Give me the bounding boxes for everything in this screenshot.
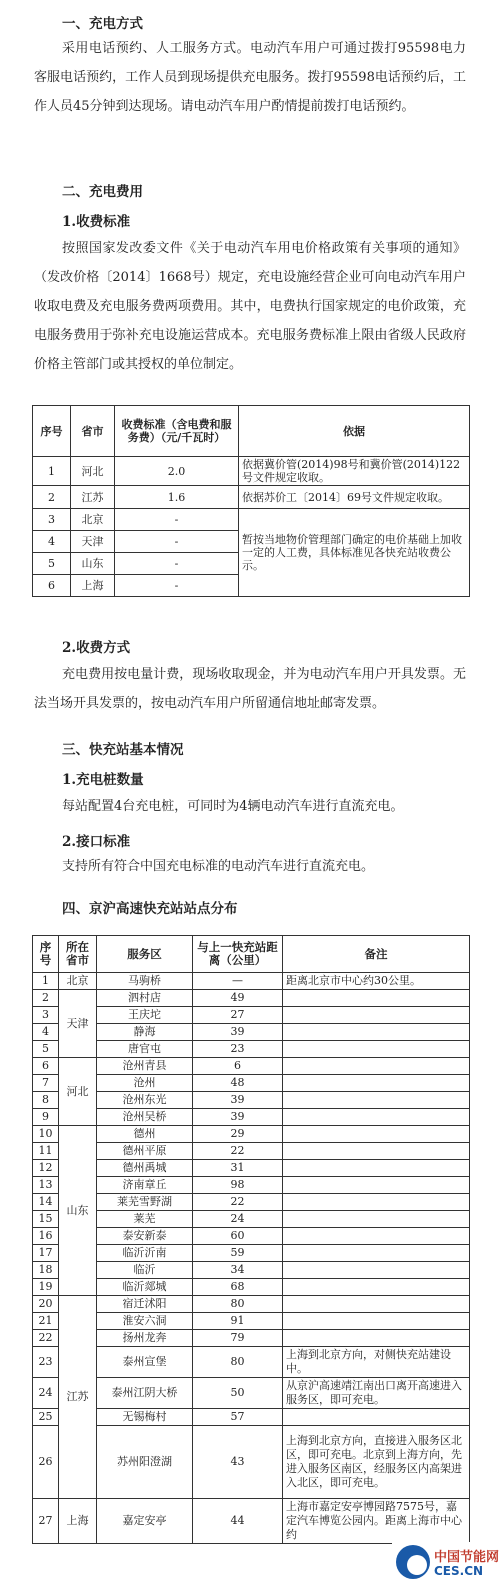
h-station-distribution: 四、京沪高速快充站站点分布 (62, 901, 238, 917)
row-note: 从京沪高速靖江南出口离开高速进入服务区，即可充电。 (283, 1378, 470, 1409)
h-fee-method: 2.收费方式 (62, 640, 131, 656)
row-distance: 31 (193, 1160, 283, 1177)
row-distance: 34 (193, 1262, 283, 1279)
table-row (33, 1160, 470, 1177)
row-no: 17 (33, 1245, 59, 1262)
row-distance: — (193, 973, 283, 990)
table-row (33, 1279, 470, 1296)
row-service-area: 泗村店 (97, 990, 193, 1007)
row-service-area: 唐官屯 (97, 1041, 193, 1058)
row-no: 6 (33, 1058, 59, 1075)
p-pile-count: 每站配置4台充电桩，可同时为4辆电动汽车进行直流充电。 (62, 799, 404, 814)
row-service-area: 静海 (97, 1024, 193, 1041)
table-row (33, 1041, 470, 1058)
row-no: 10 (33, 1126, 59, 1143)
row-no: 22 (33, 1330, 59, 1347)
row-distance: 24 (193, 1211, 283, 1228)
row-note (283, 1058, 470, 1075)
row-distance: 6 (193, 1058, 283, 1075)
row-note (283, 1007, 470, 1024)
h-fee-standard: 1.收费标准 (62, 214, 131, 230)
row-note: 距离北京市中心约30公里。 (283, 973, 470, 990)
table-row (33, 1499, 470, 1544)
h-interface: 2.接口标准 (62, 834, 131, 850)
table-row: 4 天津 - (33, 531, 470, 553)
row-no: 27 (33, 1499, 59, 1544)
row-service-area: 济南章丘 (97, 1177, 193, 1194)
row-note: 上海市嘉定安亭博园路7575号，嘉定汽车博览公园内。距离上海市中心约 (283, 1499, 470, 1544)
row-note (283, 1160, 470, 1177)
row-no: 5 (33, 1041, 59, 1058)
col-note: 备注 (283, 936, 470, 973)
row-service-area: 淮安六洞 (97, 1313, 193, 1330)
row-service-area: 临沂郯城 (97, 1279, 193, 1296)
table-row (33, 1347, 470, 1378)
row-no: 1 (33, 973, 59, 990)
row-distance: 39 (193, 1024, 283, 1041)
table-row (33, 973, 470, 990)
table-row (33, 1262, 470, 1279)
shared-basis: 暂按当地物价管理部门确定的电价基础上加收一定的人工费，具体标准见各快充站收费公示。 (239, 509, 470, 597)
table-row: 6 上海 - (33, 575, 470, 597)
fee-table (32, 405, 470, 597)
col-province: 所在省市 (59, 936, 97, 973)
row-distance: 39 (193, 1109, 283, 1126)
row-service-area: 王庆坨 (97, 1007, 193, 1024)
table-row (33, 1143, 470, 1160)
table-row (33, 1296, 470, 1313)
row-distance: 48 (193, 1075, 283, 1092)
row-no: 18 (33, 1262, 59, 1279)
p-fee-method: 充电费用按电量计费，现场收取现金，并为电动汽车用户开具发票。无法当场开具发票的，按电动汽车用户所留通信地址邮寄发票。 (34, 667, 466, 711)
row-service-area: 沧州 (97, 1075, 193, 1092)
row-distance: 80 (193, 1296, 283, 1313)
row-province: 河北 (59, 1058, 97, 1126)
row-no: 24 (33, 1378, 59, 1409)
row-note (283, 1109, 470, 1126)
row-service-area: 莱芜 (97, 1211, 193, 1228)
row-distance: 57 (193, 1409, 283, 1426)
table-row (33, 1228, 470, 1245)
row-note (283, 1245, 470, 1262)
col-service-area: 服务区 (97, 936, 193, 973)
p-charge-method: 采用电话预约、人工服务方式。电动汽车用户可通过拨打95598电力客服电话预约，工作人员到现场提供充电服务。拨打95598电话预约后，工作人员45分钟到达现场。请电动汽车用户酌情提前拨打电话预约。 (34, 41, 466, 114)
row-no: 3 (33, 1007, 59, 1024)
row-no: 19 (33, 1279, 59, 1296)
row-no: 2 (33, 990, 59, 1007)
row-service-area: 泰州江阴大桥 (97, 1378, 193, 1409)
row-note (283, 1126, 470, 1143)
row-province: 江苏 (59, 1296, 97, 1499)
row-note (283, 1279, 470, 1296)
row-no: 12 (33, 1160, 59, 1177)
table-row: 5 山东 - (33, 553, 470, 575)
p-interface: 支持所有符合中国充电标准的电动汽车进行直流充电。 (62, 859, 375, 874)
row-distance: 39 (193, 1092, 283, 1109)
table-row (33, 1075, 470, 1092)
row-distance: 80 (193, 1347, 283, 1378)
col-no: 序号 (33, 936, 59, 973)
row-no: 7 (33, 1075, 59, 1092)
row-no: 15 (33, 1211, 59, 1228)
logo-mark-icon (396, 1545, 430, 1579)
row-distance: 22 (193, 1143, 283, 1160)
row-no: 14 (33, 1194, 59, 1211)
row-note (283, 990, 470, 1007)
p-fee-standard: 按照国家发改委文件《关于电动汽车用电价格政策有关事项的通知》（发改价格〔2014〕1668号）规定，充电设施经营企业可向电动汽车用户收取电费及充电服务费两项费用。其中，电费执行国家规定的电价政策，充电服务费用于弥补充电设施运营成本。充电服务费标准上限由省级人民政府价格主管部门或其授权的单位制定。 (34, 241, 466, 372)
row-distance: 68 (193, 1279, 283, 1296)
row-no: 25 (33, 1409, 59, 1426)
row-service-area: 临沂沂南 (97, 1245, 193, 1262)
row-note (283, 1262, 470, 1279)
h-station-info: 三、快充站基本情况 (62, 742, 184, 758)
table-row (33, 1194, 470, 1211)
row-note (283, 1177, 470, 1194)
row-distance: 22 (193, 1194, 283, 1211)
row-note (283, 1092, 470, 1109)
col-province: 省市 (71, 406, 115, 457)
row-note (283, 1143, 470, 1160)
row-service-area: 沧州吴桥 (97, 1109, 193, 1126)
row-no: 4 (33, 1024, 59, 1041)
row-service-area: 沧州东光 (97, 1092, 193, 1109)
table-row (33, 1007, 470, 1024)
row-no: 9 (33, 1109, 59, 1126)
table-row (33, 1109, 470, 1126)
row-service-area: 德州 (97, 1126, 193, 1143)
row-no: 20 (33, 1296, 59, 1313)
row-service-area: 无锡梅村 (97, 1409, 193, 1426)
row-province: 山东 (59, 1126, 97, 1296)
site-logo: 中国节能网 CES.CN (392, 1542, 500, 1585)
h-charge-fee: 二、充电费用 (62, 184, 143, 200)
h-charge-method: 一、充电方式 (62, 16, 143, 32)
row-distance: 27 (193, 1007, 283, 1024)
table-row: 2 江苏 1.6 依据苏价工〔2014〕69号文件规定收取。 (33, 486, 470, 509)
table-row (33, 990, 470, 1007)
row-note (283, 1041, 470, 1058)
table-row (33, 1126, 470, 1143)
row-province: 天津 (59, 990, 97, 1058)
row-distance: 23 (193, 1041, 283, 1058)
row-distance: 44 (193, 1499, 283, 1544)
row-distance: 60 (193, 1228, 283, 1245)
row-service-area: 马驹桥 (97, 973, 193, 990)
table-row (33, 1378, 470, 1409)
col-fee: 收费标准（含电费和服务费）（元/千瓦时） (115, 406, 239, 457)
row-no: 23 (33, 1347, 59, 1378)
row-note (283, 1313, 470, 1330)
table-row: 1 河北 2.0 依据冀价管(2014)98号和冀价管(2014)122号文件规定收取。 (33, 457, 470, 486)
row-service-area: 宿迁沭阳 (97, 1296, 193, 1313)
row-note: 上海到北京方向，直接进入服务区北区，即可充电。北京到上海方向，先进入服务区南区，经服务区内高架进入北区，即可充电。 (283, 1426, 470, 1499)
row-distance: 79 (193, 1330, 283, 1347)
row-service-area: 嘉定安亭 (97, 1499, 193, 1544)
row-note (283, 1296, 470, 1313)
row-service-area: 莱芜雪野湖 (97, 1194, 193, 1211)
row-note: 上海到北京方向，对侧快充站建设中。 (283, 1347, 470, 1378)
row-service-area: 德州平原 (97, 1143, 193, 1160)
row-service-area: 临沂 (97, 1262, 193, 1279)
row-note (283, 1228, 470, 1245)
row-no: 26 (33, 1426, 59, 1499)
table-row (33, 1313, 470, 1330)
row-service-area: 苏州阳澄湖 (97, 1426, 193, 1499)
row-no: 16 (33, 1228, 59, 1245)
table-row (33, 1092, 470, 1109)
row-note (283, 1075, 470, 1092)
table-row: 3 北京 - 暂按当地物价管理部门确定的电价基础上加收一定的人工费，具体标准见各快充站收费公示。 (33, 509, 470, 531)
row-note (283, 1330, 470, 1347)
row-province: 北京 (59, 973, 97, 990)
row-province: 上海 (59, 1499, 97, 1544)
row-note (283, 1194, 470, 1211)
col-distance: 与上一快充站距离（公里） (193, 936, 283, 973)
row-distance: 59 (193, 1245, 283, 1262)
row-distance: 98 (193, 1177, 283, 1194)
row-service-area: 泰安新泰 (97, 1228, 193, 1245)
row-note (283, 1024, 470, 1041)
row-service-area: 扬州龙奔 (97, 1330, 193, 1347)
row-distance: 49 (193, 990, 283, 1007)
station-table (32, 935, 470, 1544)
row-no: 21 (33, 1313, 59, 1330)
table-row (33, 1330, 470, 1347)
row-no: 8 (33, 1092, 59, 1109)
row-note (283, 1409, 470, 1426)
row-no: 11 (33, 1143, 59, 1160)
row-note (283, 1211, 470, 1228)
table-row (33, 1024, 470, 1041)
row-distance: 29 (193, 1126, 283, 1143)
table-row (33, 1409, 470, 1426)
row-no: 13 (33, 1177, 59, 1194)
table-row (33, 1426, 470, 1499)
row-distance: 43 (193, 1426, 283, 1499)
table-row (33, 1177, 470, 1194)
table-row (33, 1058, 470, 1075)
row-distance: 91 (193, 1313, 283, 1330)
table-row (33, 1211, 470, 1228)
col-basis: 依据 (239, 406, 470, 457)
table-row (33, 1245, 470, 1262)
row-service-area: 泰州宣堡 (97, 1347, 193, 1378)
row-service-area: 德州禹城 (97, 1160, 193, 1177)
row-distance: 50 (193, 1378, 283, 1409)
h-pile-count: 1.充电桩数量 (62, 772, 144, 788)
row-service-area: 沧州青县 (97, 1058, 193, 1075)
col-no: 序号 (33, 406, 71, 457)
